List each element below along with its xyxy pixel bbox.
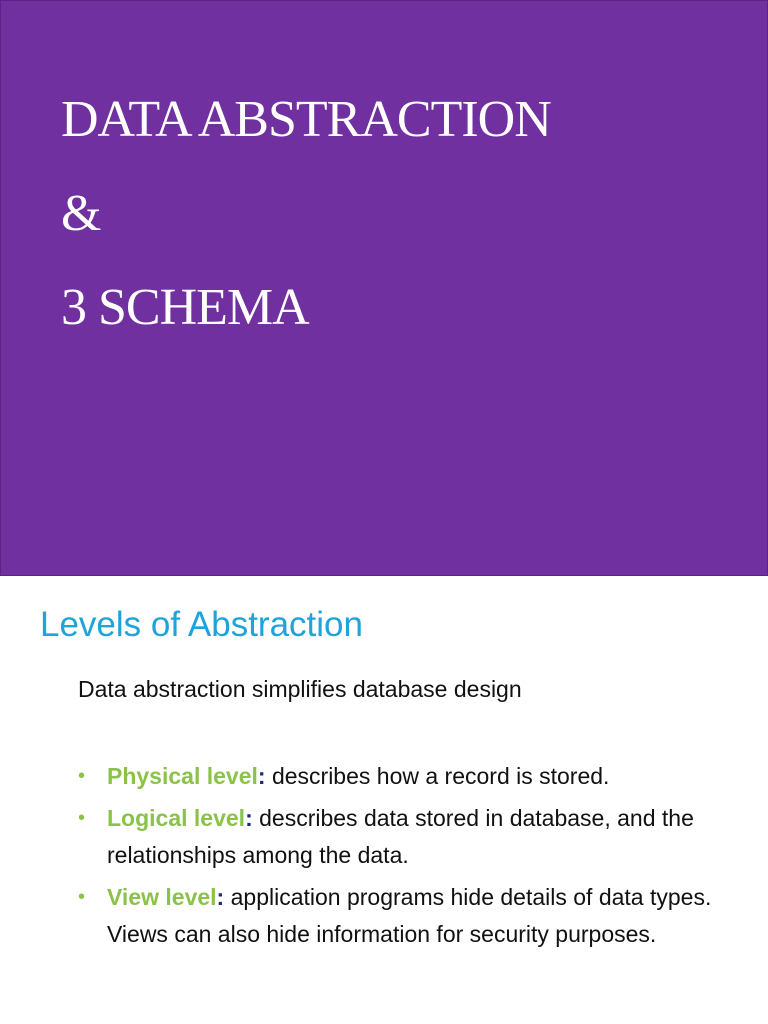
title-line: &	[61, 185, 101, 242]
section-heading: Levels of Abstraction	[40, 605, 363, 644]
list-item-view-level	[78, 879, 754, 953]
list-item-physical-level	[78, 758, 754, 795]
term-colon: :	[257, 763, 266, 789]
bullet-icon: •	[78, 807, 86, 829]
content-slide	[0, 576, 768, 1024]
bullet-icon: •	[78, 886, 86, 908]
term-colon: :	[245, 805, 253, 831]
abstraction-levels-list	[78, 758, 754, 958]
bullet-icon: •	[78, 765, 86, 787]
title-line: DATA ABSTRACTION	[61, 91, 551, 148]
term-description: describes how a record is stored.	[265, 763, 610, 789]
term-description: describes data stored in database, and the relationships among the data.	[107, 805, 694, 868]
list-item-logical-level	[78, 800, 754, 874]
term-description: application programs hide details of data types. Views can also hide information for security purposes.	[107, 884, 712, 947]
term-label: Physical level	[107, 763, 258, 789]
title-line: 3 SCHEMA	[61, 279, 309, 336]
intro-text: Data abstraction simplifies database design	[78, 676, 522, 702]
term-label: Logical level	[107, 805, 246, 831]
term-colon: :	[216, 884, 225, 910]
term-label: View level	[107, 884, 217, 910]
slide-title	[61, 73, 751, 355]
